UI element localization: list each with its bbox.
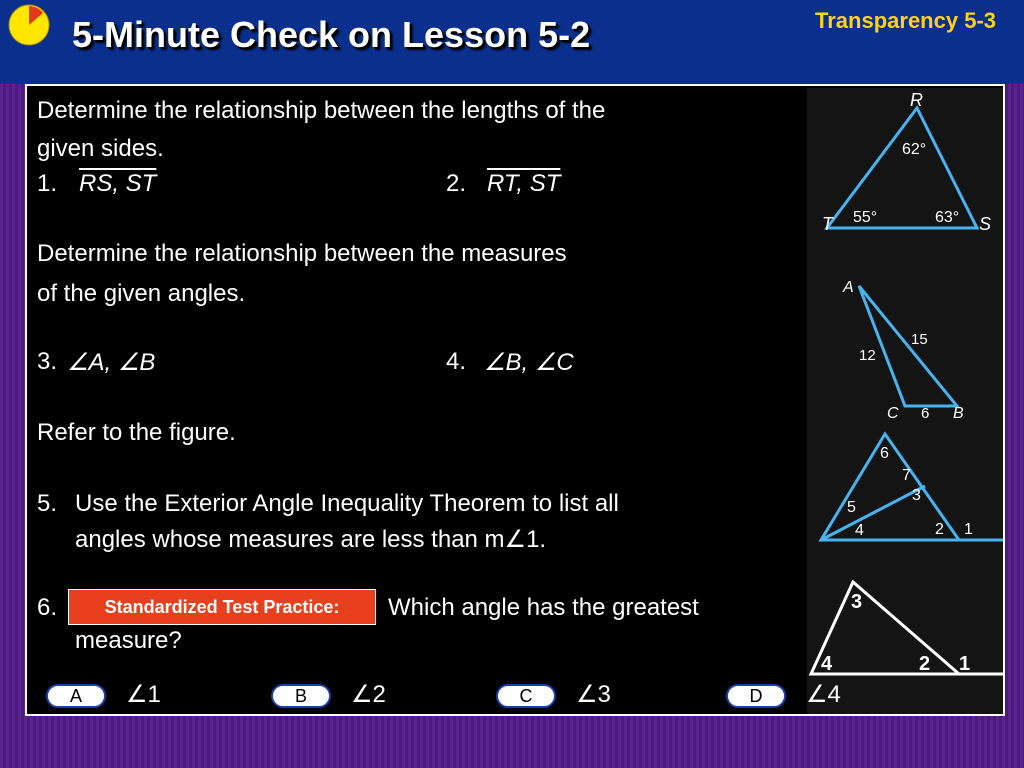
- question-5-line2: angles whose measures are less than m∠1.: [75, 526, 547, 553]
- question-4-number: 4.: [446, 348, 467, 375]
- answer-a-button[interactable]: A: [46, 684, 106, 708]
- transparency-label: Transparency 5-3: [815, 8, 996, 33]
- instruction-angles-line1: Determine the relationship between the measures: [37, 240, 567, 267]
- answer-c-button[interactable]: C: [496, 684, 556, 708]
- angle-s-value: 63°: [935, 209, 960, 226]
- clock-icon: [8, 4, 50, 46]
- refer-figure-text: Refer to the figure.: [37, 419, 236, 446]
- answer-b-value: ∠2: [351, 681, 386, 708]
- fig4-angle-3-label: 3: [851, 591, 863, 613]
- side-cb-value: 6: [921, 405, 930, 422]
- label-s: S: [979, 214, 992, 234]
- standardized-test-badge: Standardized Test Practice:: [68, 589, 376, 625]
- question-1-sides: RS, ST: [79, 170, 157, 197]
- answer-d-button[interactable]: D: [726, 684, 786, 708]
- question-2-number: 2.: [446, 170, 467, 197]
- question-1-number: 1.: [37, 170, 58, 197]
- angle-t-value: 55°: [853, 209, 878, 226]
- question-6-line2: measure?: [75, 627, 182, 654]
- label-c: C: [887, 405, 899, 422]
- label-r: R: [910, 90, 923, 110]
- angle-2-label: 2: [935, 521, 944, 538]
- label-b: B: [953, 405, 964, 422]
- angle-3-label: 3: [912, 487, 921, 504]
- page-title: 5-Minute Check on Lesson 5-2: [72, 14, 591, 55]
- label-a: A: [843, 279, 854, 296]
- figure-strip: [807, 88, 1003, 714]
- question-3-number: 3.: [37, 348, 58, 375]
- question-6-number: 6.: [37, 594, 58, 621]
- angle-7-label: 7: [902, 467, 911, 484]
- answer-a-value: ∠1: [126, 681, 161, 708]
- fig4-angle-4-label: 4: [821, 653, 833, 675]
- angle-6-label: 6: [880, 445, 889, 462]
- fig4-angle-2-label: 2: [919, 653, 931, 675]
- answer-d-value: ∠4: [806, 681, 841, 708]
- question-6-line1: Which angle has the greatest: [388, 594, 699, 621]
- question-5-number: 5.: [37, 490, 58, 517]
- side-ab-value: 15: [911, 331, 928, 348]
- angle-r-value: 62°: [902, 141, 927, 158]
- fig4-angle-1-label: 1: [959, 653, 971, 675]
- angle-5-label: 5: [847, 499, 856, 516]
- question-3-angles: ∠A, ∠B: [67, 349, 156, 376]
- triangle-acb-figure: [859, 286, 957, 406]
- triangle-exterior-figure: [811, 582, 1003, 674]
- instruction-angles-line2: of the given angles.: [37, 280, 246, 307]
- answer-b-button[interactable]: B: [271, 684, 331, 708]
- question-4-angles: ∠B, ∠C: [484, 349, 574, 376]
- answer-c-value: ∠3: [576, 681, 611, 708]
- figures-svg: [807, 88, 1003, 714]
- question-2-sides: RT, ST: [487, 170, 561, 197]
- label-t: T: [822, 214, 833, 234]
- side-ac-value: 12: [859, 347, 876, 364]
- angle-1-label: 1: [964, 521, 973, 538]
- instruction-lengths-line1: Determine the relationship between the lengths of the: [37, 97, 606, 124]
- instruction-lengths-line2: given sides.: [37, 135, 164, 162]
- header-bar: [0, 0, 1024, 84]
- question-5-line1: Use the Exterior Angle Inequality Theorem to list all: [75, 490, 619, 517]
- angle-4-label: 4: [855, 522, 864, 539]
